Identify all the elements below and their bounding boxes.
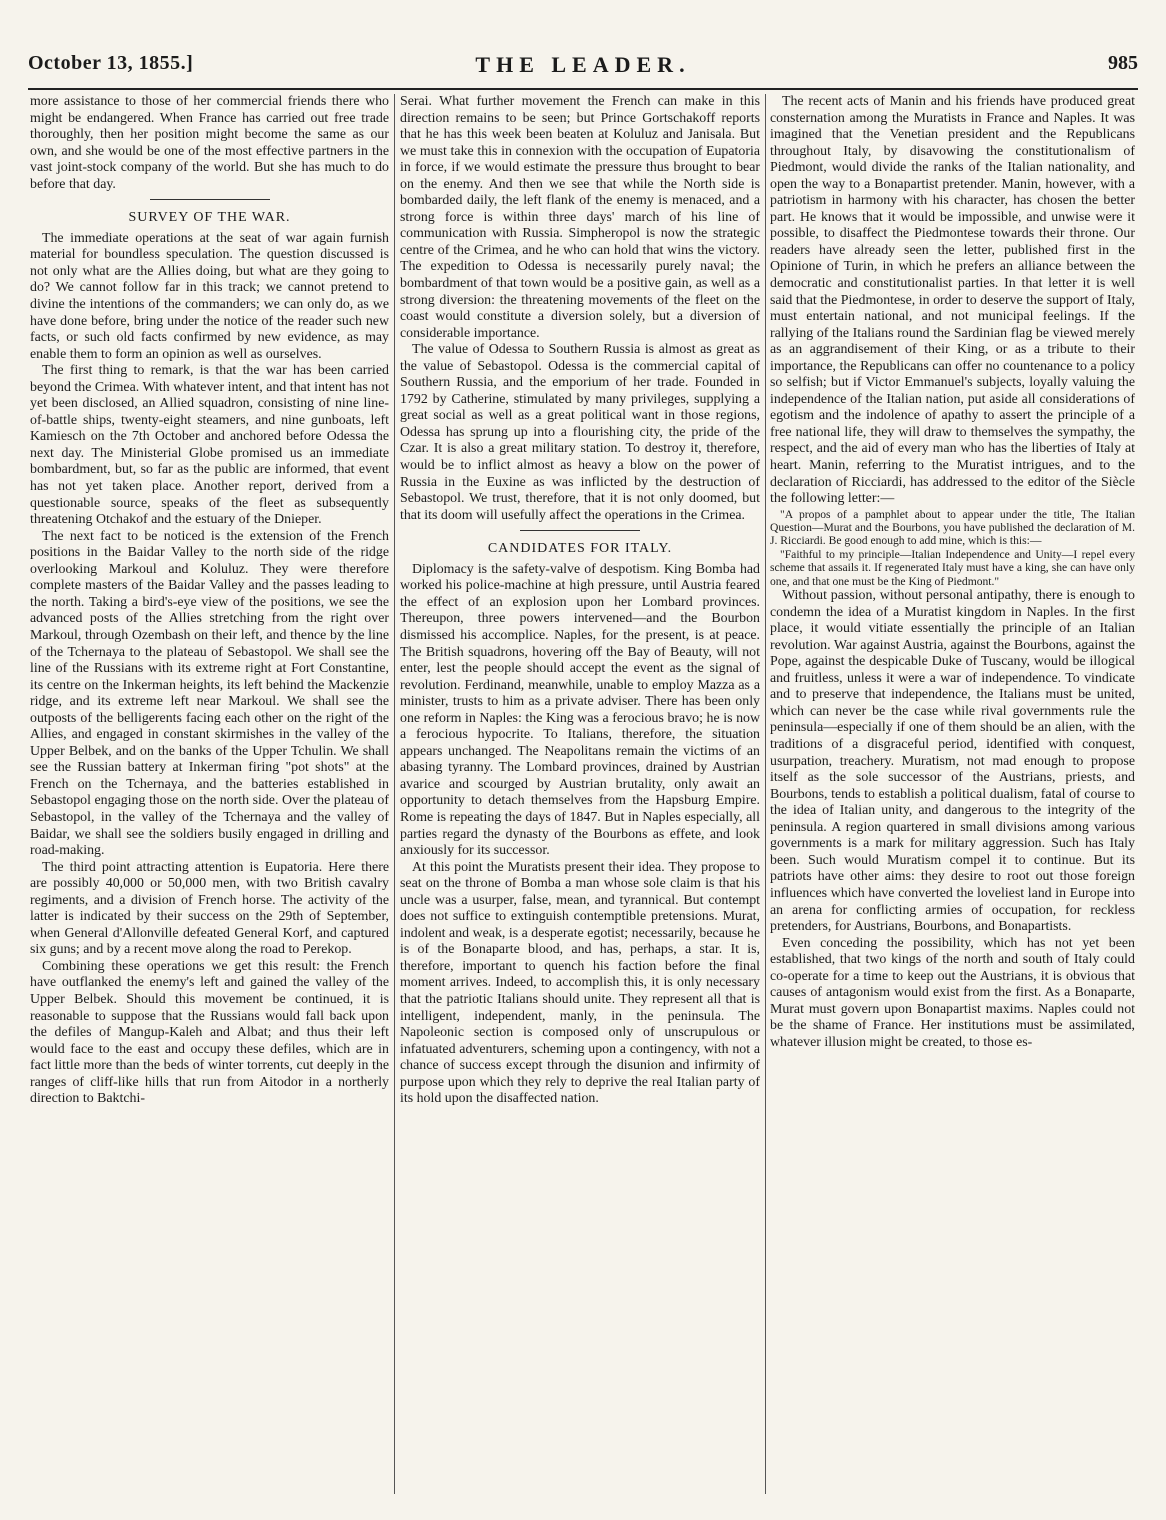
- paragraph: At this point the Muratists present their idea. They propose to seat on the throne of Bomba a man whose sole claim is that his uncle was a usurper, false, mean, and tyrannical. But contempt does not suffice to extinguish contemptible pretensions. Murat, indolent and weak, is a desperate egotist; necessarily, because he is of the Bonaparte blood, and has, perhaps, a star. It is, therefore, important to quench his faction before the final moment arrives. Indeed, to accomplish this, it is only necessary that the patriotic Italians should unite. They represent all that is intelligent, independent, manly, in the peninsula. The Napoleonic section is composed only of unscrupulous or infatuated adventurers, scheming upon a contingency, with not a chance of success except through the disunion and infirmity of purpose upon which they rely to deprive the real Italian party of its hold upon the disaffected nation.: [400, 859, 760, 1107]
- masthead-rule: [28, 88, 1138, 90]
- paragraph: Combining these operations we get this result: the French have outflanked the enemy's left and gained the valley of the Upper Belbek. Should this movement be continued, it is reasonable to suppose that the Russians would fall back upon the defiles of Mangup-Kaleh and Albat; and thus their left would face to the east and occupy these defiles, which are in fact little more than the beds of winter torrents, cut deeply in the ranges of cliff-like hills that run from Aitodor in a northerly direction to Baktchi-: [30, 958, 389, 1107]
- column-3: [770, 94, 1135, 1496]
- paragraph: Even conceding the possibility, which has not yet been established, that two kings of the north and south of Italy could co-operate for a time to keep out the Austrians, it is obvious that causes of antagonism would exist from the first. As a Bonaparte, Murat must govern upon Bonapartist maxims. Naples could not be the shame of France. Her institutions must be assimilated, whatever illusion might be created, to those es-: [770, 935, 1135, 1050]
- paragraph: The next fact to be noticed is the extension of the French positions in the Baidar Valley to the north side of the ridge overlooking Markoul and Koluluz. They were therefore complete masters of the Baidar Valley and the passes leading to the north. Taking a bird's-eye view of the positions, we see the advanced posts of the Allies stretching from the right over Markoul, through Ozembash on their left, and thence by the line of the Tchernaya to the plateau of Sebastopol. We shall see the line of the Russians with its extreme right at Fort Constantine, its centre on the Inkerman heights, its left behind the Mackenzie ridge, and its extreme left near Markoul. We shall see the outposts of the belligerents facing each other on the right of the Allies, and engaged in constant skirmishes in the valley of the Upper Belbek, and on the banks of the Upper Tchulin. We shall see the Russian battery at Inkerman firing "pot shots" at the French on the Tchernaya, and the batteries established in Sebastopol engaging those on the north side. Over the plateau of Sebastopol, in the valley of the Tchernaya and the valley of Baidar, we shall see the soldiers busily engaged in drilling and road-making.: [30, 528, 389, 859]
- masthead: [28, 52, 1138, 88]
- paragraph: Serai. What further movement the French can make in this direction remains to be seen; but Prince Gortschakoff reports that he has this week been beaten at Koluluz and Janisala. But we must take this in connexion with the occupation of Eupatoria in force, if we would estimate the pressure thus brought to bear on the enemy. And then we see that while the North side is bombarded daily, the left flank of the enemy is menaced, and a strong force is within three days' march of his line of communication with Russia. Simpheropol is now the strategic centre of the Crimea, and he who can hold that wins the victory. The expedition to Odessa is necessarily purely naval; the bombardment of that town would be a positive gain, as well as a strong diversion: the threatening movements of the fleet on the coast would constitute a diversion solely, but a diversion of considerable importance.: [400, 94, 760, 341]
- issue-date: October 13, 1855.]: [28, 52, 194, 74]
- newspaper-title: THE LEADER.: [475, 52, 691, 77]
- quoted-letter: "A propos of a pamphlet about to appear under the title, The Italian Question—Murat and the Bourbons, you have published the declaration of M. J. Ricciardi. Be good enough to add mine, which is this:—: [770, 507, 1135, 548]
- paragraph: The recent acts of Manin and his friends have produced great consternation among the Muratists in France and Naples. It was imagined that the Venetian president and the Republicans throughout Italy, by disavowing the constitutionalism of Piedmont, would divide the ranks of the Italian nationality, and open the way to a Bonapartist pretender. Manin, however, with a patriotism in harmony with his character, has chosen the better part. He knows that it would be impossible, and unwise were it possible, to disaffect the Piedmontese towards their throne. Our readers have already seen the letter, published first in the Opinione of Turin, in which he prefers an alliance between the democratic and constitutionalist parties. In that letter it is well said that the Piedmontese, in order to deserve the support of Italy, must entertain national, and not municipal feelings. If the rallying of the Italians round the Sardinian flag be viewed merely as an aggrandisement of their King, or as a tribute to their importance, the Republicans can offer no countenance to a policy so selfish; but if Victor Emmanuel's subjects, loyally valuing the independence of the Italian nation, put aside all considerations of egotism and the indolence of apathy to assert the principle of a free national life, they will draw to themselves the sympathy, the respect, and the aid of every man who has the liberties of Italy at heart. Manin, referring to the Muratist intrigues, and to the declaration of Ricciardi, has addressed to the editor of the Siècle the following letter:—: [770, 94, 1135, 507]
- section-heading: CANDIDATES FOR ITALY.: [487, 541, 673, 557]
- section-rule: [150, 199, 270, 200]
- column-divider: [765, 94, 766, 1494]
- paragraph: Diplomacy is the safety-valve of despotism. King Bomba had worked his police-machine at high pressure, until Austria feared the effect of an explosion upon her Lombard provinces. Thereupon, three powers intervened—and the Bourbon dismissed his accomplice. Naples, for the present, is at peace. The British squadrons, hovering off the Bay of Beauty, will not enter, lest the people should accept the event as the signal of revolution. Ferdinand, meanwhile, unable to employ Mazza as a minister, trusts to him as a private adviser. There has been only one reform in Naples: the King was a ferocious bravo; he is now a ferocious hypocrite. To Italians, therefore, the situation appears unchanged. The Neapolitans remain the victims of an abasing tyranny. The Lombard provinces, drained by Austrian avarice and scourged by Austrian brutality, only await an opportunity to detach themselves from the Hapsburg Empire. Rome is repeating the days of 1847. But in Naples especially, all parties regard the dynasty of the Bourbons as effete, and look anxiously for its successor.: [400, 561, 760, 859]
- page-number: 985: [1108, 52, 1138, 74]
- paragraph: The first thing to remark, is that the war has been carried beyond the Crimea. With whatever intent, and that intent has not yet been disclosed, an Allied squadron, consisting of nine line-of-battle ships, twenty-eight steamers, and nine gunboats, left Kamiesch on the 7th October and anchored before Odessa the next day. The Ministerial Globe promised us an immediate bombardment, but, so far as the public are informed, that event has not yet taken place. Another report, derived from a questionable source, speaks of the fleet as subsequently threatening Otchakof and the estuary of the Dnieper.: [30, 363, 389, 528]
- paragraph: The third point attracting attention is Eupatoria. Here there are possibly 40,000 or 50,000 men, with two British cavalry regiments, and a division of French horse. The activity of the latter is indicated by their success on the 29th of September, when General d'Allonville defeated General Korf, and captured six guns; and by a recent move along the road to Perekop.: [30, 859, 389, 958]
- column-divider: [394, 94, 395, 1494]
- paragraph: Without passion, without personal antipathy, there is enough to condemn the idea of a Muratist kingdom in Naples. In the first place, it would vitiate essentially the principle of an Italian revolution. War against Austria, against the Bourbons, against the Pope, against the despicable Duke of Tuscany, would be illogical and fruitless, unless it were a war of independence. To vindicate and to preserve that independence, the Italians must be united, which can never be the case while rival governments rule the peninsula—especially if one of them should be an alien, with the traditions of a disgraceful period, identified with conquest, usurpation, treachery. Muratism, not mad enough to propose itself as the sole successor of the Austrians, priests, and Bourbons, tends to establish a political dualism, fatal of course to the idea of Italian unity, and dangerous to the integrity of the peninsula. A region quartered in small divisions among various governments is a mark for military aggression. Such has Italy been. Such would Muratism compel it to continue. But its patriots have other aims: they desire to root out those foreign influences which have converted the loveliest land in Europe into an arena for conflicting armies of occupation, for reckless pretenders, for Austrians, Bourbons, and Bonapartists.: [770, 588, 1135, 935]
- paragraph: more assistance to those of her commercial friends there who might be endangered. When France has carried out free trade thoroughly, then her position might become the same as our own, and she would be one of the most effective partners in the vast joint-stock company of the world. But she has much to do before that day.: [30, 94, 389, 192]
- column-2: [400, 94, 760, 1496]
- section-heading: SURVEY OF THE WAR.: [128, 210, 291, 226]
- paragraph: The immediate operations at the seat of war again furnish material for boundless speculation. The question discussed is not only what are the Allies doing, but what are they going to do? We cannot follow far in this track; we cannot pretend to divine the intentions of the commanders; we can only do, as we have done before, bring under the notice of the reader such new facts, or such old facts confirmed by new evidence, as may enable them to form an opinion as well as ourselves.: [30, 230, 389, 362]
- column-1: [30, 94, 389, 1496]
- section-rule: [520, 530, 640, 531]
- paragraph: The value of Odessa to Southern Russia is almost as great as the value of Sebastopol. Odessa is the commercial capital of Southern Russia, and the emporium of her trade. Founded in 1792 by Catherine, stimulated by many privileges, supplying a great social as well as a great political want in those regions, Odessa has sprung up into a flourishing city, the pride of the Czar. It is also a great military station. To destroy it, therefore, would be to inflict almost as heavy a blow on the power of Russia in the Euxine as was inflicted by the destruction of Sebastopol. We trust, therefore, that it is not only doomed, but that its doom will usefully affect the operations in the Crimea.: [400, 342, 760, 523]
- quoted-letter: "Faithful to my principle—Italian Independence and Unity—I repel every scheme that assails it. If regenerated Italy must have a king, she can have only one, and that one must be the King of Piedmont.": [770, 547, 1135, 588]
